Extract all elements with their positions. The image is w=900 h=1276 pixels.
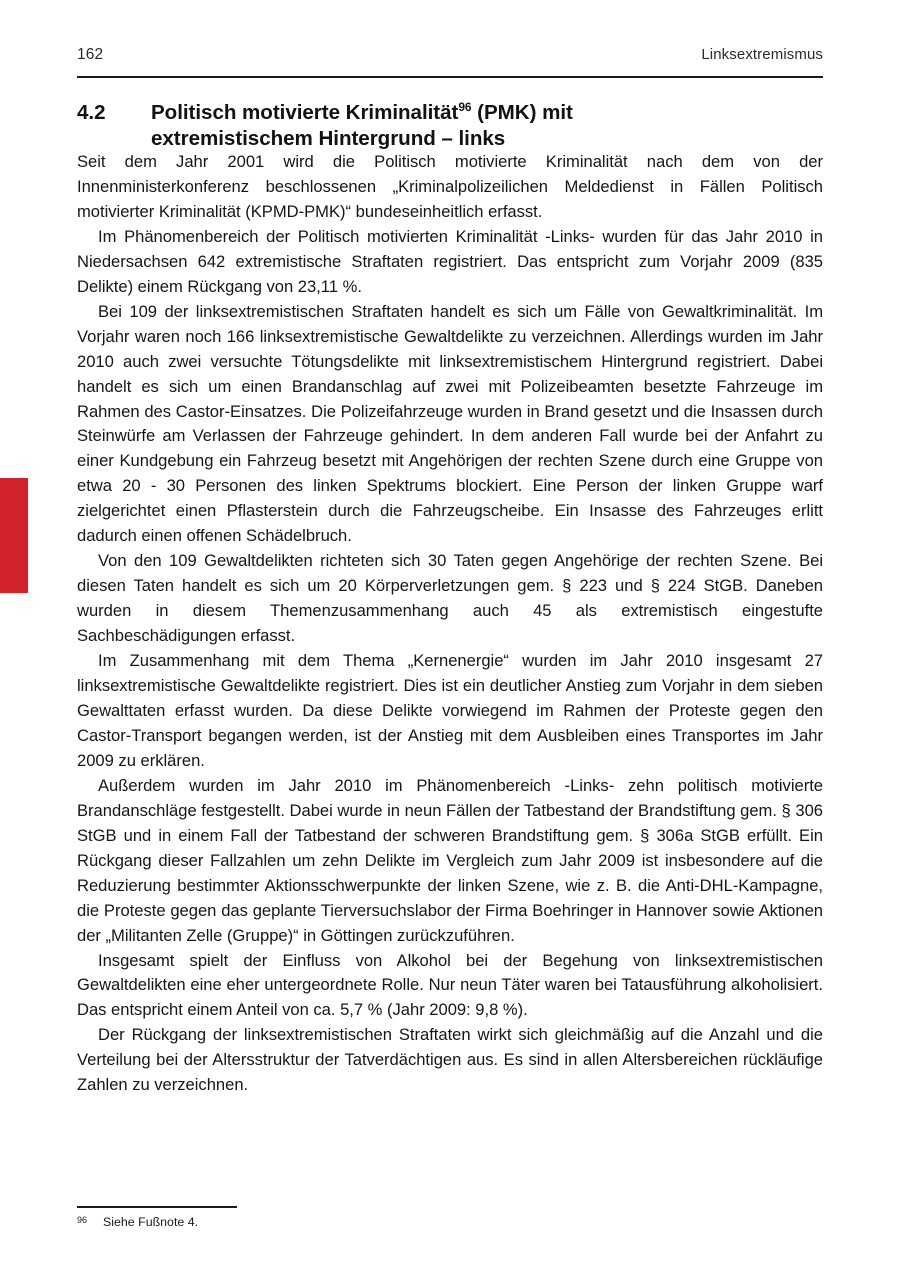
section-title-line1-rest: (PMK) mit [471, 100, 573, 124]
section-title-line1: Politisch motivierte Kriminalität [151, 100, 459, 124]
page-content [77, 0, 823, 1276]
running-header-title: Linksextremismus [701, 46, 823, 63]
paragraph: Im Zusammenhang mit dem Thema „Kernenergie“ wurden im Jahr 2010 insgesamt 27 linksextremistische Gewaltdelikte registriert. Dies ist ein deutlicher Anstieg zum Vorjahr in dem sieben Gewalttaten erfasst wurden. Da diese Delikte vorwiegend im Rahmen der Proteste gegen den Castor-Transport begangen werden, ist der Anstieg mit dem Ausbleiben eines Transportes im Jahr 2009 zu erklären. [77, 651, 823, 770]
section-heading [77, 100, 777, 152]
section-title [151, 100, 777, 152]
section-title-line2: extremistischem Hintergrund – links [151, 126, 506, 150]
section-number: 4.2 [77, 100, 106, 124]
paragraph: Insgesamt spielt der Einfluss von Alkohol bei der Begehung von linksextremistischen Gewaltdelikten eine eher untergeordnete Rolle. Nur neun Täter waren bei Tatausführung alkoholisiert. Das entspricht einem Anteil von ca. 5,7 % (Jahr 2009: 9,8 %). [77, 950, 823, 1020]
paragraph: Seit dem Jahr 2001 wird die Politisch motivierte Kriminalität nach dem von der Innenministerkonferenz beschlossenen „Kriminalpolizeilichen Meldedienst in Fällen Politisch motivierter Kriminalität (KPMD-PMK)“ bundeseinheitlich erfasst. [77, 152, 823, 221]
chapter-color-tab [0, 478, 28, 593]
body-text [77, 150, 823, 1098]
paragraph: Außerdem wurden im Jahr 2010 im Phänomenbereich -Links- zehn politisch motivierte Brandanschläge festgestellt. Dabei wurde in neun Fällen der Tatbestand der Brandstiftung gem. § 306 StGB und in einem Fall der Tatbestand der schweren Brandstiftung gem. § 306a StGB erfüllt. Ein Rückgang dieser Fallzahlen um zehn Delikte im Vergleich zum Jahr 2009 ist insbesondere auf die Reduzierung bestimmter Aktionsschwerpunkte der linken Szene, wie z. B. die Anti-DHL-Kampagne, die Proteste gegen das geplante Tierversuchslabor der Firma Boehringer in Hannover sowie Aktionen der „Militanten Zelle (Gruppe)“ in Göttingen zurückzuführen. [77, 775, 823, 945]
paragraph: Der Rückgang der linksextremistischen Straftaten wirkt sich gleichmäßig auf die Anzahl und die Verteilung bei der Altersstruktur der Tatverdächtigen aus. Es sind in allen Altersbereichen rückläufige Zahlen zu verzeichnen. [77, 1025, 823, 1095]
page-number: 162 [77, 46, 104, 63]
header-divider [77, 76, 823, 78]
footnote [77, 1214, 677, 1231]
paragraph: Im Phänomenbereich der Politisch motivierten Kriminalität -Links- wurden für das Jahr 2010 in Niedersachsen 642 extremistische Straftaten registriert. Das entspricht zum Vorjahr 2009 (835 Delikte) einem Rückgang von 23,11 %. [77, 226, 823, 296]
footnote-marker: 96 [77, 1215, 88, 1225]
footnote-divider [77, 1206, 237, 1208]
paragraph: Von den 109 Gewaltdelikten richteten sich 30 Taten gegen Angehörige der rechten Szene. Bei diesen Taten handelt es sich um 20 Körperverletzungen gem. § 223 und § 224 StGB. Daneben wurden in diesem Themenzusammenhang auch 45 als extremistisch eingestufte Sachbeschädigungen erfasst. [77, 551, 823, 646]
paragraph: Bei 109 der linksextremistischen Straftaten handelt es sich um Fälle von Gewaltkriminalität. Im Vorjahr waren noch 166 linksextremistische Gewaltdelikte zu verzeichnen. Allerdings wurden im Jahr 2010 auch zwei versuchte Tötungsdelikte mit linksextremistischem Hintergrund registriert. Dabei handelt es sich um einen Brandanschlag auf zwei mit Polizeibeamten besetzte Fahrzeuge im Rahmen des Castor-Einsatzes. Die Polizeifahrzeuge wurden in Brand gesetzt und die Insassen durch Steinwürfe am Verlassen der Fahrzeuge gehindert. In dem anderen Fall wurde bei der Anfahrt zu einer Kundgebung ein Fahrzeug besetzt mit Angehörigen der rechten Szene durch eine Gruppe von etwa 20 - 30 Personen des linken Spektrums blockiert. Eine Person der linken Gruppe warf zielgerichtet einen Pflasterstein durch die Fahrzeugscheibe. Ein Insasse des Fahrzeuges erlitt dadurch einen offenen Schädelbruch. [77, 301, 823, 546]
footnote-text: Siehe Fußnote 4. [103, 1215, 199, 1229]
heading-footnote-marker: 96 [458, 99, 472, 114]
running-header [77, 46, 823, 64]
